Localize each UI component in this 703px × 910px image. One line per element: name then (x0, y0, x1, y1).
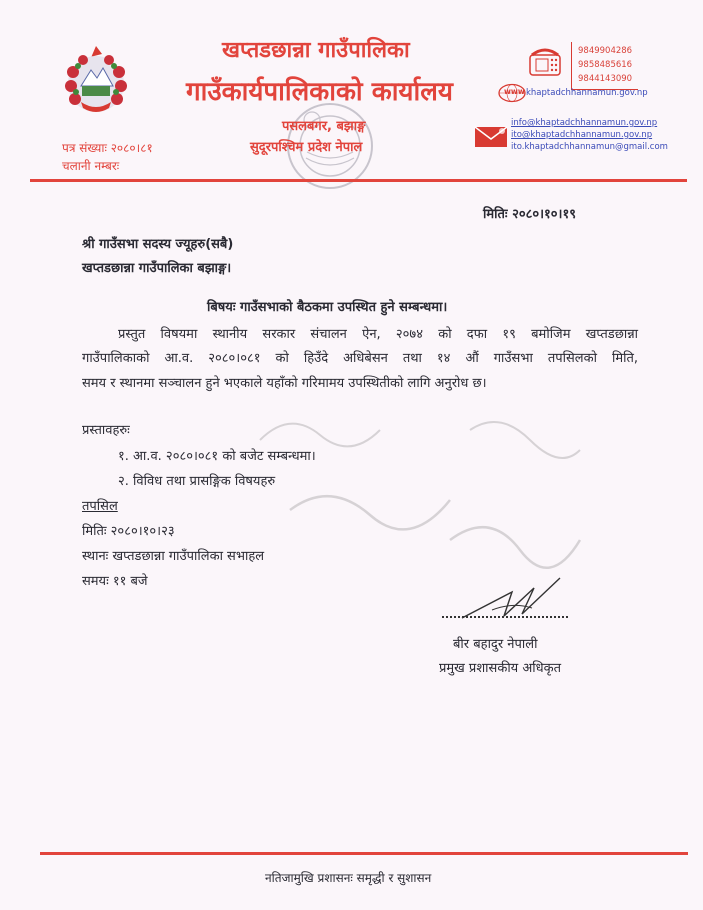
body-line-3: समय र स्थानमा सञ्चालन हुने भएकाले यहाँको गरिमामय उपस्थितीको लागि अनुरोध छ। (82, 376, 487, 391)
header-divider (30, 179, 687, 182)
proposal-item-2: २. विविध तथा प्रासङ्गिक विषयहरु (118, 474, 276, 489)
phone-3: 9844143090 (578, 74, 633, 84)
signatory-title: प्रमुख प्रशासकीय अधिकृत (439, 661, 562, 676)
phone-2: 9858485616 (578, 60, 633, 70)
office-name: गाउँकार्यपालिकाको कार्यालय (186, 77, 453, 107)
footer-divider (40, 852, 688, 855)
body-line-1: प्रस्तुत विषयमा स्थानीय सरकार संचालन ऐन, २०७४ को दफा १९ बमोजिम खप्तडछान्ना (118, 327, 638, 342)
phone-list (571, 42, 638, 90)
email-info[interactable]: info@khaptadchhannamun.gov.np (511, 118, 658, 128)
website-link[interactable]: khaptadchhannamun.gov.np (526, 88, 648, 98)
municipality-name: खप्तडछान्ना गाउँपालिका (222, 37, 410, 63)
schedule-time: समयः ११ बजे (82, 574, 148, 589)
proposal-item-1: १. आ.व. २०८०।०८१ को बजेट सम्बन्धमा। (118, 449, 316, 464)
telephone-icon (528, 45, 566, 79)
letter-number: पत्र संख्याः २०८०।८१ (62, 141, 153, 155)
recipient-line-1: श्री गाउँसभा सदस्य ज्यूहरु(सबै) (82, 237, 234, 252)
body-line-2: गाउँपालिकाको आ.व. २०८०।०८१ को हिउँदे अधिबेसन तथा १४ औं गाउँसभा तपसिलको मिति, (82, 351, 638, 366)
footer-motto: नतिजामुखि प्रशासनः समृद्धी र सुशासन (265, 871, 432, 885)
recipient-line-2: खप्तडछान्ना गाउँपालिका बझाङ्ग। (82, 261, 232, 276)
dispatch-number: चलानी नम्बरः (62, 159, 120, 173)
signature-line (442, 616, 568, 618)
address-line-2: सुदूरपश्चिम प्रदेश नेपाल (250, 140, 363, 155)
schedule-place: स्थानः खप्तडछान्ना गाउँपालिका सभाहल (82, 549, 265, 564)
globe-icon (497, 83, 527, 103)
address-line-1: पसलबगर, बझाङ्ग (282, 119, 366, 134)
email-gmail[interactable]: ito.khaptadchhannamun@gmail.com (511, 142, 668, 152)
schedule-heading: तपसिल (82, 499, 118, 514)
letter-subject: बिषयः गाउँसभाको बैठकमा उपस्थित हुने सम्बन्धमा। (207, 300, 448, 315)
phone-1: 9849904286 (578, 46, 633, 56)
schedule-date: मितिः २०८०।१०।२३ (82, 524, 175, 539)
www-label: www (504, 87, 525, 96)
proposals-heading: प्रस्तावहरुः (82, 423, 130, 438)
signatory-name: बीर बहादुर नेपाली (453, 637, 538, 652)
email-icon (474, 126, 508, 148)
letter-date: मितिः २०८०।१०।१९ (483, 207, 577, 222)
handwritten-pencil-notes (250, 390, 590, 590)
email-ito[interactable]: ito@khaptadchhannamun.gov.np (511, 130, 653, 140)
emblem-logo (63, 42, 129, 118)
